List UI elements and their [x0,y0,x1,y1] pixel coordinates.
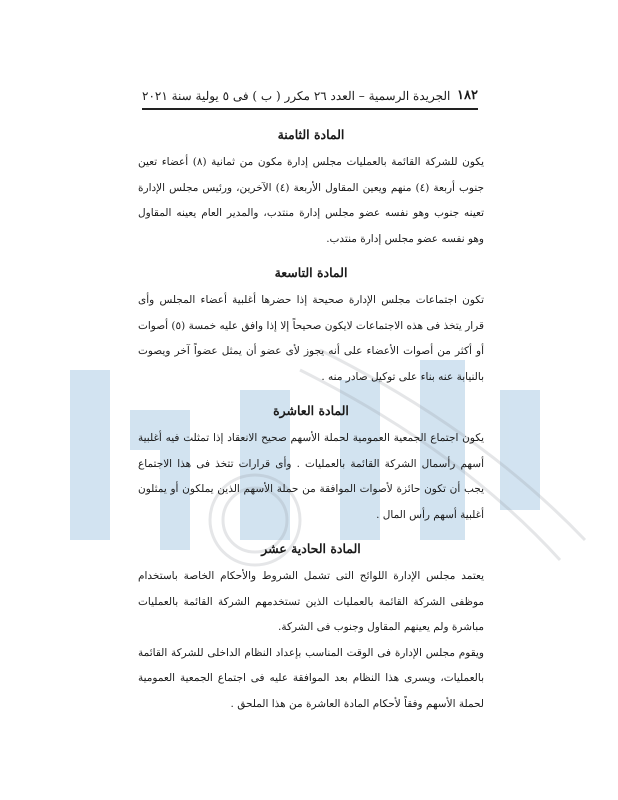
article-heading: المادة العاشرة [273,403,349,418]
article-paragraph: تكون اجتماعات مجلس الإدارة صحيحة إذا حضرها أغلبية أعضاء المجلس وأى قرار يتخذ فى هذه الاجتماعات لايكون صحيحاً إلا إذا وافق عليه خمسة (٥) أصوات أو أكثر من أصوات الأعضاء على أنه يجوز لأى عضو أن يمثل عضواً آخر ويصوت بالنيابة عنه بناء على توكيل صادر منه . [138,294,484,383]
article-heading: المادة الثامنة [277,127,345,142]
article-paragraph: يكون للشركة القائمة بالعمليات مجلس إدارة مكون من ثمانية (٨) أعضاء تعين جنوب أربعة (٤) منهم ويعين المقاول الأربعة (٤) الآخرين، ورئيس مجلس الإدارة تعينه جنوب وهو نفسه عضو مجلس إدارة منتدب، والمدير العام يعينه المقاول وهو نفسه عضو مجلس إدارة منتدب. [138,156,484,245]
article-heading: المادة الحادية عشر [261,541,361,556]
page-header [142,80,478,110]
document-body [138,120,484,717]
article-paragraph: يعتمد مجلس الإدارة اللوائح التى تشمل الشروط والأحكام الخاصة باستخدام موظفى الشركة القائمة بالعمليات الذين تستخدمهم الشركة القائمة بالعمليات مباشرة ولم يعينهم المقاول وجنوب فى الشركة. [138,570,484,633]
article-9 [138,258,484,390]
article-paragraph: يكون اجتماع الجمعية العمومية لحملة الأسهم صحيح الانعقاد إذا تمثلت فيه أغلبية أسهم رأسمال الشركة القائمة بالعمليات . وأى قرارات تتخذ فى هذا الاجتماع يجب أن تكون حائزة لأصوات الموافقة من حملة الأسهم الذين يملكون أو يمثلون أغلبية أسهم رأس المال . [138,432,484,521]
journal-title: الجريدة الرسمية – العدد ٢٦ مكرر ( ب ) فى ٥ يولية سنة ٢٠٢١ [142,89,451,103]
article-paragraph: ويقوم مجلس الإدارة فى الوقت المناسب بإعداد النظام الداخلى للشركة القائمة بالعمليات، ويسرى هذا النظام بعد الموافقة عليه فى اجتماع الجمعية العمومية لحملة الأسهم وفقاً لأحكام المادة العاشرة من هذا الملحق . [138,646,484,710]
article-8 [138,120,484,252]
article-heading: المادة التاسعة [274,265,348,280]
article-10 [138,396,484,528]
page-number: ١٨٢ [457,88,478,103]
article-11 [138,534,484,717]
